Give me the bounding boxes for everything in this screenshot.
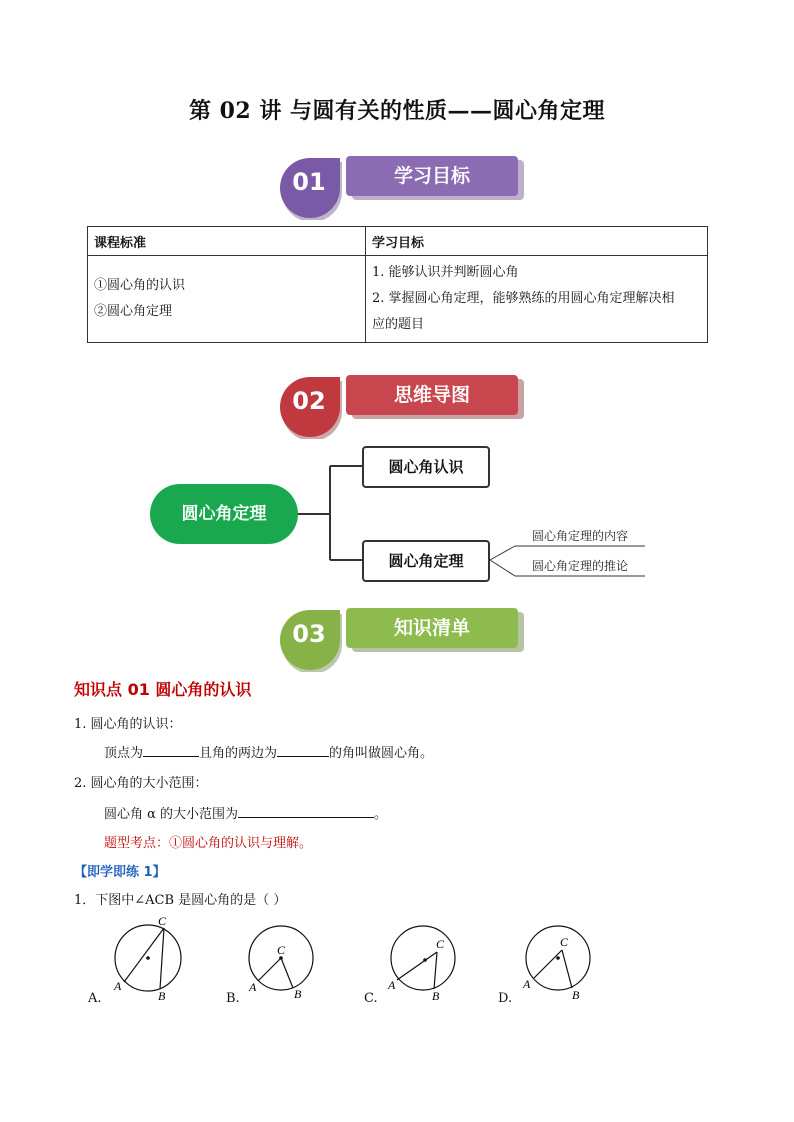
figure-c [387, 926, 455, 1003]
figure-d [522, 926, 590, 1002]
item1-text-c: 的角叫做圆心角。 [329, 746, 434, 761]
badge-number: 03 [292, 620, 326, 648]
badge-label: 学习目标 [346, 156, 518, 196]
figure-a [113, 914, 181, 1003]
mindmap-root: 圆心角定理 [150, 484, 298, 544]
option-c[interactable]: C. [364, 991, 378, 1006]
item1-text-a: 顶点为 [104, 746, 144, 761]
label-a: A [114, 979, 122, 993]
mindmap-leaf-content: 圆心角定理的内容 [532, 529, 629, 543]
label-b: B [572, 988, 580, 1002]
standard-item: ②圆心角定理 [94, 304, 173, 319]
label-b: B [158, 989, 166, 1003]
option-b[interactable]: B. [226, 991, 240, 1006]
label-a: A [523, 977, 531, 991]
objective-item: 2. 掌握圆心角定理，能够熟练的用圆心角定理解决相 [372, 291, 675, 306]
badge-label: 思维导图 [346, 375, 518, 415]
figure-b [248, 926, 313, 1001]
fill-blank[interactable] [143, 742, 199, 757]
item1-text-b: 且角的两边为 [199, 746, 278, 761]
fill-blank[interactable] [277, 742, 329, 757]
fill-blank[interactable] [238, 803, 374, 818]
option-d[interactable]: D. [498, 991, 513, 1006]
objective-item: 应的题目 [372, 317, 425, 332]
circle-figures [0, 910, 794, 1010]
label-c: C [158, 914, 167, 928]
badge-label: 知识清单 [346, 608, 518, 648]
badge-number: 01 [292, 168, 326, 196]
knowledge-point-heading: 知识点 01 圆心角的认识 [74, 680, 252, 699]
table-header-standards: 课程标准 [88, 227, 366, 256]
item2-text-a: 圆心角 α 的大小范围为 [104, 807, 239, 822]
label-c: C [436, 937, 445, 951]
practice-heading: 【即学即练 1】 [74, 865, 166, 880]
item1-sentence [104, 742, 433, 761]
hint-text: 题型考点：①圆心角的认识与理解。 [104, 836, 313, 851]
item1-title: 1. 圆心角的认识： [74, 717, 182, 732]
standard-item: ①圆心角的认识 [94, 278, 186, 293]
label-a: A [388, 978, 396, 992]
label-b: B [294, 987, 302, 1001]
option-a[interactable]: A. [88, 991, 102, 1006]
label-c: C [277, 943, 286, 957]
mindmap-branch-recognition: 圆心角认识 [362, 446, 490, 488]
page-title: 第 02 讲 与圆有关的性质——圆心角定理 [188, 98, 606, 124]
question-text: 1．下图中∠ACB 是圆心角的是（ ） [74, 893, 287, 908]
label-b: B [432, 989, 440, 1003]
item2-sentence [104, 803, 387, 822]
objective-item: 1. 能够认识并判断圆心角 [372, 265, 519, 280]
mindmap-branch-theorem: 圆心角定理 [362, 540, 490, 582]
item2-title: 2. 圆心角的大小范围： [74, 776, 208, 791]
label-a: A [249, 980, 257, 994]
mindmap-leaf-corollary: 圆心角定理的推论 [532, 559, 629, 573]
label-c: C [560, 935, 569, 949]
section-badge-03 [270, 602, 530, 672]
item2-text-b: 。 [374, 807, 388, 822]
table-header-objectives: 学习目标 [366, 227, 708, 256]
badge-number: 02 [292, 387, 326, 415]
